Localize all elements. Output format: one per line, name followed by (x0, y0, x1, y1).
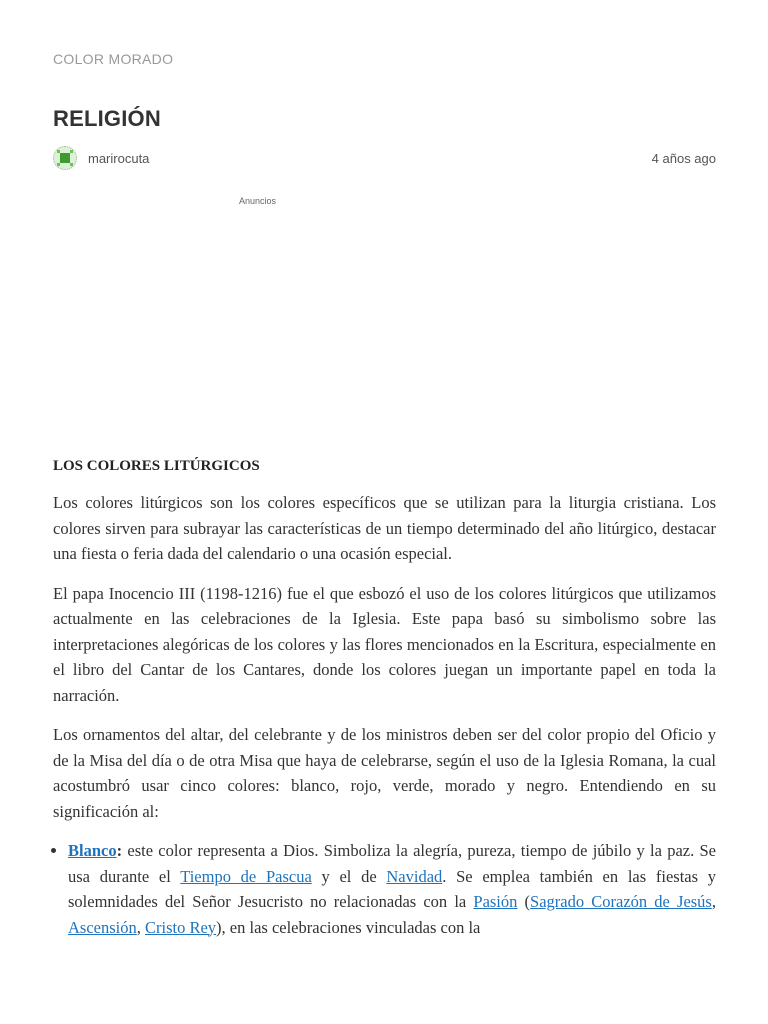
link-pasion[interactable]: Pasión (473, 892, 518, 911)
link-blanco[interactable]: Blanco (68, 841, 117, 860)
link-tiempo-de-pascua[interactable]: Tiempo de Pascua (180, 866, 312, 886)
list-text-1: este color representa a Dios. Simboliza la alegría, pureza, tiempo de júbilo y la paz. Se usa durante el (68, 841, 716, 886)
list-text-4: ( (517, 892, 531, 911)
article-content (53, 456, 716, 940)
link-navidad[interactable]: Navidad (386, 866, 443, 886)
post-date: 4 años ago (651, 151, 716, 166)
list-text-2: y el de (311, 866, 387, 886)
link-ascension[interactable]: Ascensión (68, 917, 137, 937)
avatar[interactable] (53, 146, 77, 170)
list-separator-1: , (711, 892, 716, 911)
list-separator-2: , (136, 917, 145, 937)
ads-label: Anuncios (239, 196, 277, 206)
post-title: RELIGIÓN (53, 106, 161, 131)
paragraph-1: Los colores litúrgicos son los colores específicos que se utilizan para la liturgia cristiana. Los colores sirven para subrayar las características de un tiempo determinado del año litúrgico, destacar una fiesta o feria dada del calendario o una ocasión especial. (53, 493, 716, 563)
list-text-3: . Se emplea también en las fiestas y solemnidades del Señor Jesucristo no relacionadas con la (68, 866, 716, 911)
paragraph-2: El papa Inocencio III (1198-1216) fue el que esbozó el uso de los colores litúrgicos que utilizamos actualmente en las celebraciones de la Iglesia. Este papa basó su simbolismo sobre las interpretaciones alegóricas de los colores y las flores mencionados en la Escritura, especialmente en el libro del Cantar de los Cantares, donde los colores juegan un importante papel en toda la narración. (53, 583, 716, 705)
ad-placeholder (53, 210, 716, 440)
post-meta (53, 146, 716, 172)
author-link[interactable]: marirocuta (88, 151, 150, 166)
colors-list (53, 838, 716, 940)
list-text-5: ), en las celebraciones vinculadas con la (216, 917, 481, 937)
avatar-icon (54, 147, 76, 169)
section-heading: LOS COLORES LITÚRGICOS (53, 458, 260, 474)
list-item-term (68, 841, 122, 860)
list-item (68, 838, 716, 940)
category-link[interactable]: COLOR MORADO (53, 51, 174, 67)
link-sagrado-corazon[interactable]: Sagrado Corazón de Jesús (530, 892, 712, 911)
paragraph-3: Los ornamentos del altar, del celebrante y de los ministros deben ser del color propio del Oficio y de la Misa del día o de otra Misa que haya de celebrarse, según el uso de la Iglesia Romana, la cual acostumbró usar cinco colores: blanco, rojo, verde, morado y negro. Entendiendo en su significación al: (53, 725, 716, 821)
term-colon: : (116, 841, 123, 860)
link-cristo-rey[interactable]: Cristo Rey (145, 917, 217, 937)
